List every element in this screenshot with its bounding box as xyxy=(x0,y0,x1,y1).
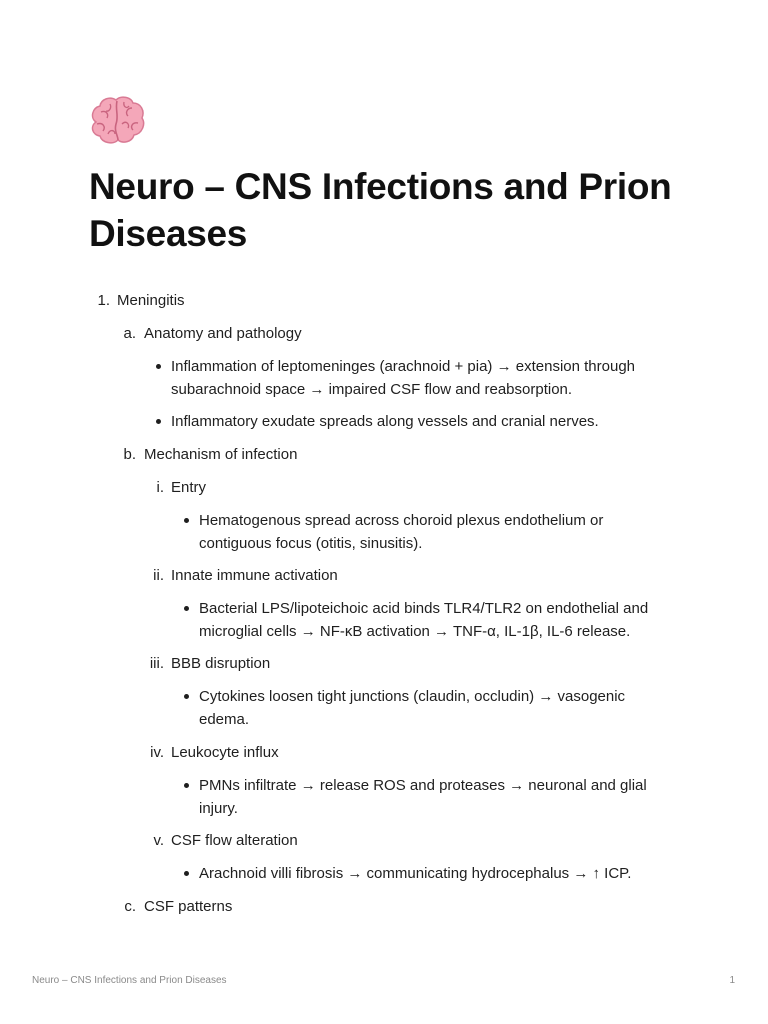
subsection-heading-mechanism: Mechanism of infection xyxy=(144,446,298,463)
bullet-marker xyxy=(184,694,189,699)
bullet-marker xyxy=(184,871,189,876)
list-marker: iv. xyxy=(150,744,164,761)
section-heading-meningitis: Meningitis xyxy=(117,292,185,309)
list-marker: c. xyxy=(124,898,136,915)
list-item: Inflammation of leptomeninges (arachnoid + pia) → extension through xyxy=(171,358,636,375)
page-title: Neuro – CNS Infections and Prion Diseases xyxy=(89,166,672,254)
bullet-marker xyxy=(156,419,161,424)
item-heading-innate-immune: Innate immune activation xyxy=(171,567,338,584)
bullet-marker xyxy=(184,783,189,788)
list-item-continuation: microglial cells → NF-κB activation → TNF-α, IL-1β, IL-6 release. xyxy=(199,623,631,640)
item-heading-bbb: BBB disruption xyxy=(171,655,271,672)
list-item: PMNs infiltrate → release ROS and proteases → neuronal and glial xyxy=(199,777,647,794)
list-item-continuation: subarachnoid space → impaired CSF flow and reabsorption. xyxy=(171,381,573,398)
item-heading-leukocyte: Leukocyte influx xyxy=(171,744,279,761)
page-number: 1 xyxy=(729,975,735,986)
list-item: Inflammatory exudate spreads along vessels and cranial nerves. xyxy=(171,413,599,430)
list-marker: ii. xyxy=(153,567,164,584)
list-marker: iii. xyxy=(149,655,164,672)
list-item-continuation: injury. xyxy=(199,800,238,817)
footer-title: Neuro – CNS Infections and Prion Diseases xyxy=(32,975,227,986)
list-item-continuation: edema. xyxy=(199,711,250,728)
brain-icon xyxy=(88,94,146,148)
item-heading-csf-flow: CSF flow alteration xyxy=(171,832,298,849)
bullet-marker xyxy=(184,606,189,611)
bullet-marker xyxy=(184,518,189,523)
list-item: Arachnoid villi fibrosis → communicating hydrocephalus → ↑ ICP. xyxy=(199,865,632,882)
list-marker: b. xyxy=(123,446,136,463)
list-marker: i. xyxy=(156,479,164,496)
list-marker: 1. xyxy=(97,292,110,309)
list-item: Hematogenous spread across choroid plexus endothelium or xyxy=(199,512,604,529)
subsection-heading-csf-patterns: CSF patterns xyxy=(144,898,233,915)
bullet-marker xyxy=(156,364,161,369)
item-heading-entry: Entry xyxy=(171,479,207,496)
list-item: Cytokines loosen tight junctions (claudin, occludin) → vasogenic xyxy=(199,688,626,705)
list-marker: a. xyxy=(123,325,136,342)
list-item-continuation: contiguous focus (otitis, sinusitis). xyxy=(199,535,423,552)
list-marker: v. xyxy=(153,832,164,849)
subsection-heading-anatomy: Anatomy and pathology xyxy=(144,325,302,342)
list-item: Bacterial LPS/lipoteichoic acid binds TLR4/TLR2 on endothelial and xyxy=(199,600,649,617)
